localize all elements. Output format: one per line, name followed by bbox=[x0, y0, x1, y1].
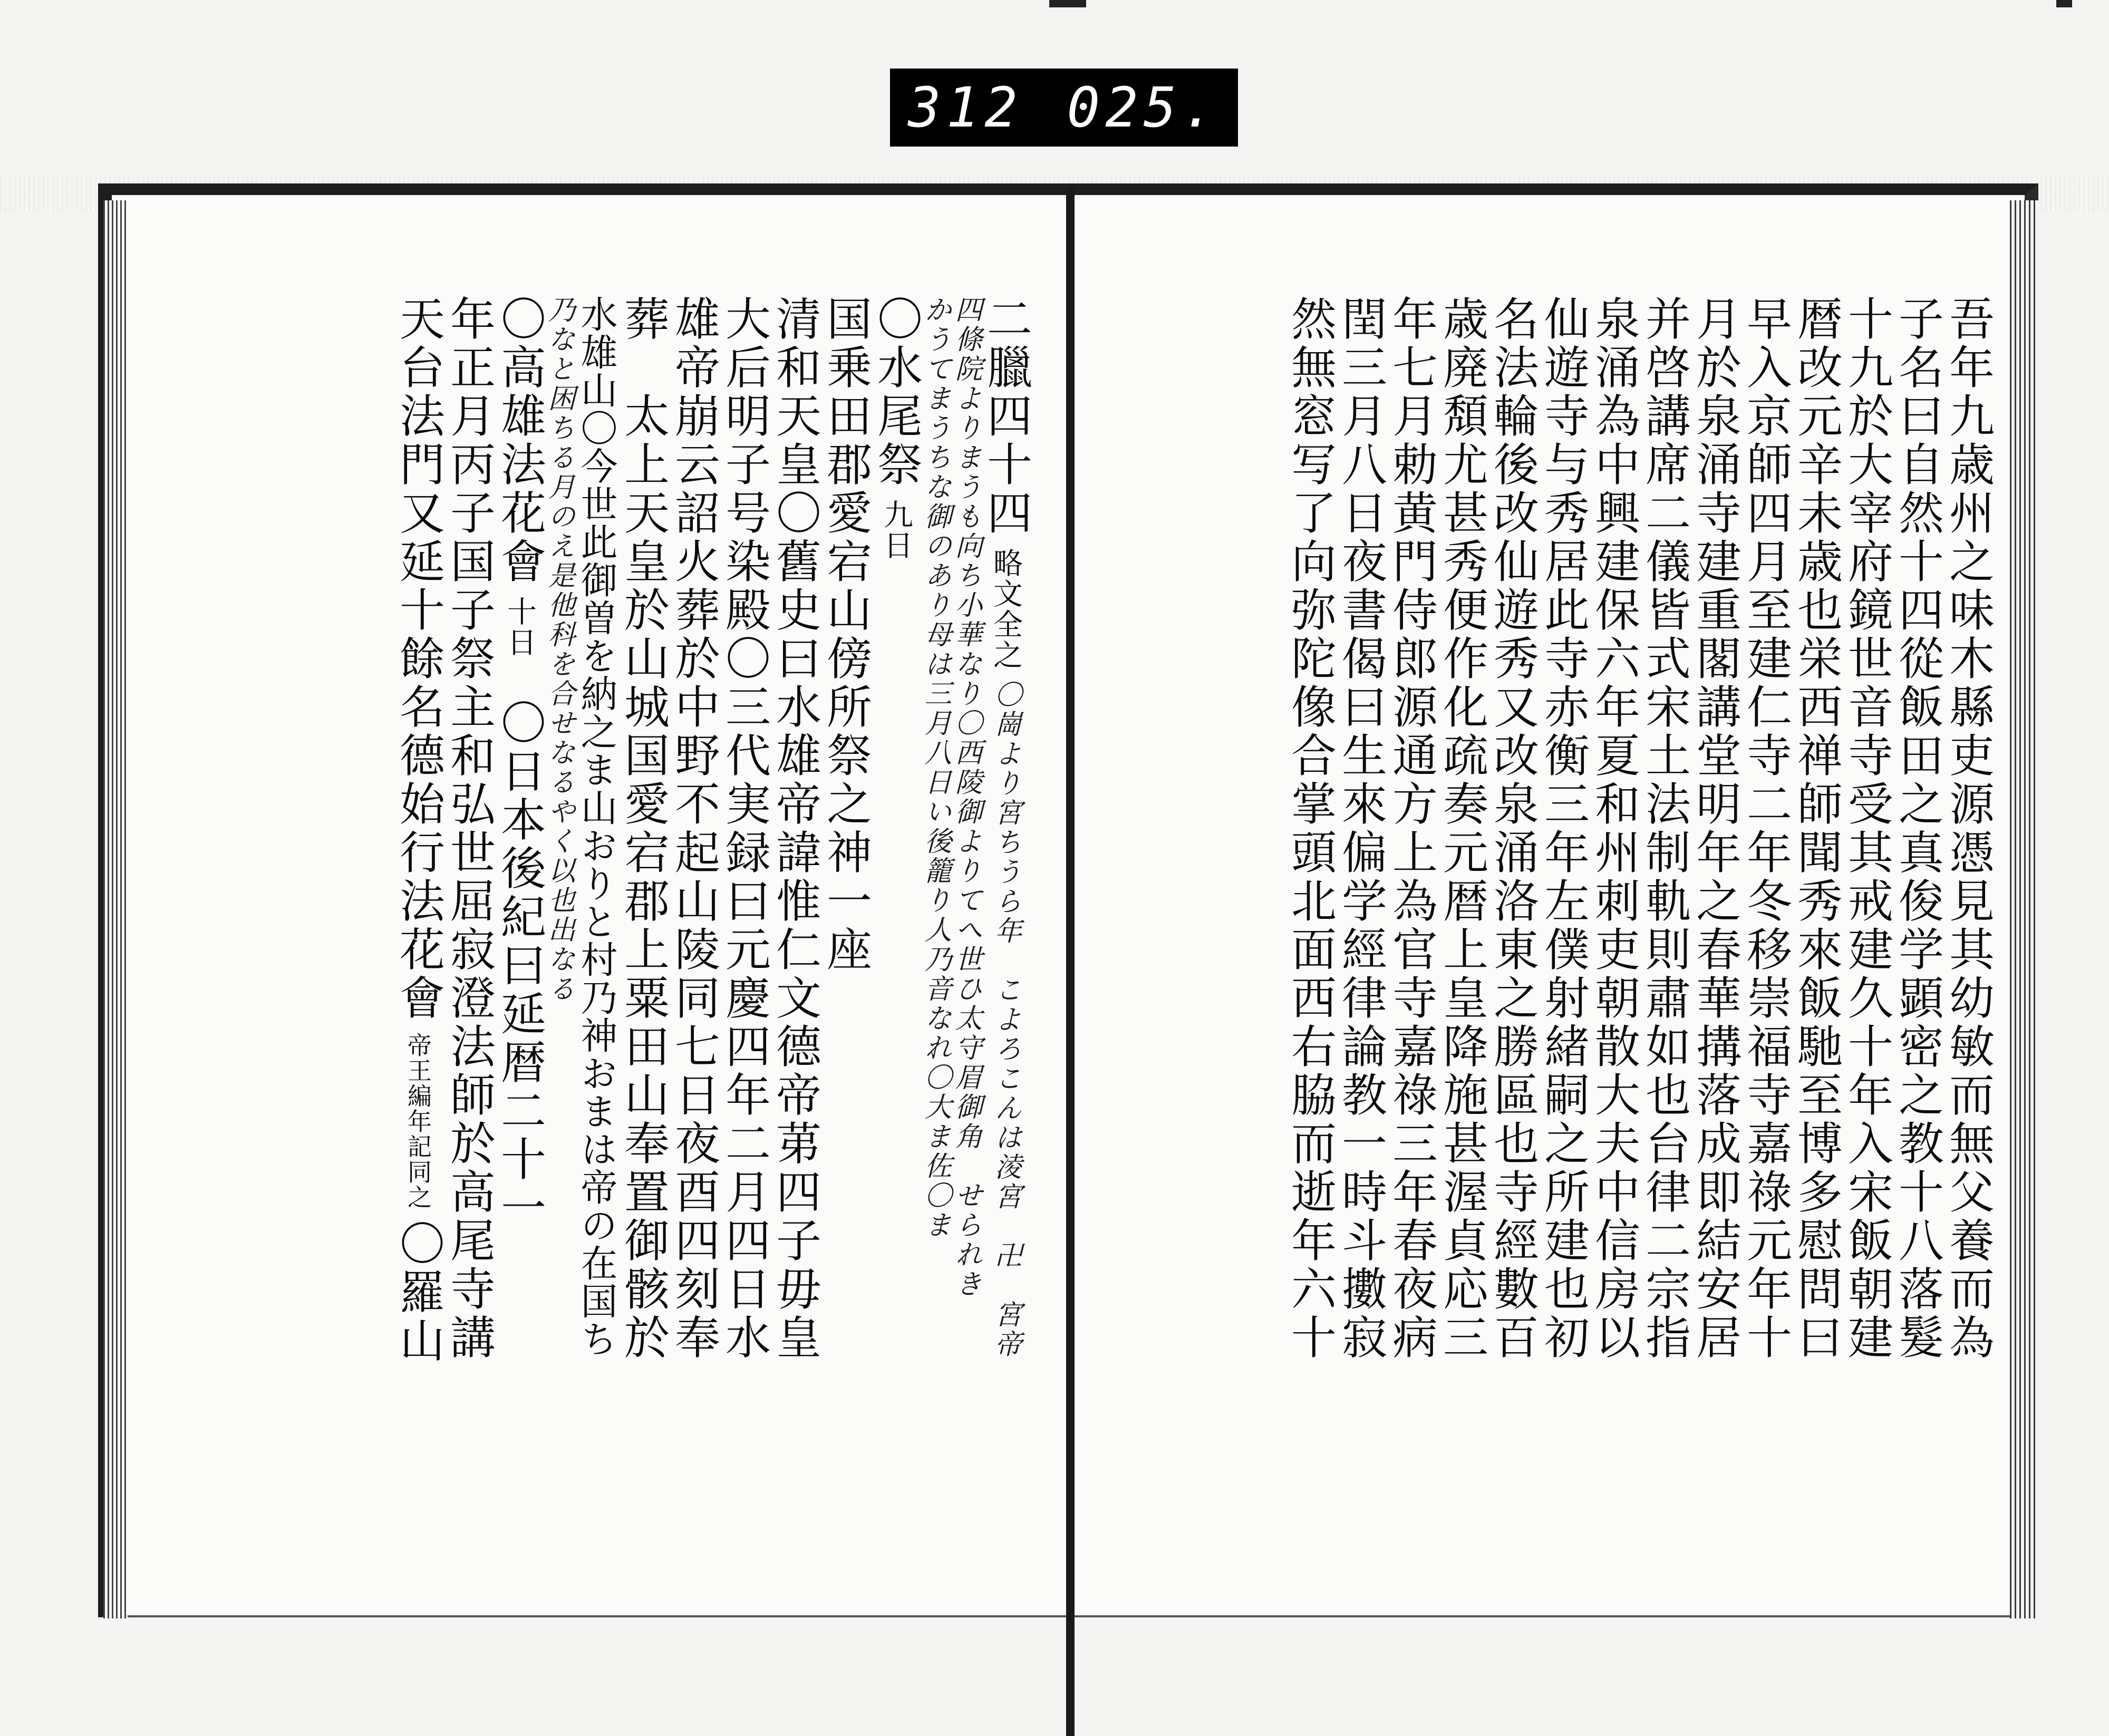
archive-number-right: 025. bbox=[1067, 75, 1220, 140]
heading-title: 〇高雄法花會 bbox=[493, 295, 546, 586]
text-run: 天台法門又延十餘名德始行法花會 bbox=[392, 295, 444, 1023]
text-column: 暦改元辛未歳也栄西禅師聞秀來飯馳至博多慰問曰 bbox=[1789, 295, 1842, 1362]
text-column: 然無窓写了向弥陀像合掌頭北面西右脇而逝年六十 bbox=[1283, 295, 1336, 1362]
right-page-edge bbox=[2010, 200, 2038, 1618]
text-column: 早入京師四月至建仁寺二年冬移崇福寺嘉祿元年十 bbox=[1739, 295, 1792, 1362]
heading-date: 十日 bbox=[502, 596, 537, 657]
text-column: 年正月丙子国子祭主和弘世屈寂澄法師於高尾寺講 bbox=[442, 295, 495, 1362]
text-column: 雄帝崩云詔火葬於中野不起山陵同七日夜酉四刻奉 bbox=[667, 295, 720, 1362]
left-page bbox=[132, 295, 1032, 1518]
text-column-with-note bbox=[392, 295, 444, 1518]
text-run: 〇羅山 bbox=[392, 1220, 444, 1365]
text-column: 子名曰自然十四從飯田之真俊学顕密之教十八落髮 bbox=[1891, 295, 1943, 1362]
heading-reference: 〇日本後紀曰延暦二十一 bbox=[493, 699, 546, 1233]
text-column: 月於泉涌寺建重閣講堂明年之春華搆落成即結安居 bbox=[1688, 295, 1741, 1362]
text-column: 閏三月八日夜書偈曰生來偏学經律論教一時斗擻寂 bbox=[1334, 295, 1387, 1362]
section-heading bbox=[493, 295, 546, 1518]
text-column: 葬 太上天皇於山城国愛宕郡上粟田山奉置御骸於 bbox=[616, 295, 669, 1362]
text-column: 清和天皇〇舊史曰水雄帝諱惟仁文德帝苐四子毋皇 bbox=[768, 295, 821, 1362]
text-column: 水雄山〇今世此御曽を納之ま山おりと村乃神おまは帝の在国ち bbox=[575, 295, 618, 1358]
text-column: 名法輪後改仙遊秀又改泉涌洛東之勝區也寺經數百 bbox=[1486, 295, 1539, 1362]
handwritten-column: 乃なと困ちる月のえ是他科を合せなるやく以也出なる bbox=[543, 295, 575, 1004]
text-column: 吾年九歳州之味木縣吏源憑見其幼敏而無父養而為 bbox=[1941, 295, 1994, 1362]
left-page-edge bbox=[103, 200, 128, 1618]
handwritten-column: かうてまうちな御のあり母は三月八日い後籠り人乃音なれ〇大ま佐〇ま bbox=[920, 295, 951, 1240]
text-column: 国乗田郡愛宕山傍所祭之神一座 bbox=[819, 295, 872, 974]
text-column-with-note bbox=[979, 295, 1032, 1518]
text-column: 并啓講席二儀皆式宋土法制軌則肅如也台律二宗指 bbox=[1638, 295, 1690, 1362]
heading-date: 九日 bbox=[879, 499, 913, 560]
text-column: 歳廃頽尤甚秀便作化疏奏元暦上皇降施甚渥貞応三 bbox=[1435, 295, 1488, 1362]
archive-number-label bbox=[890, 69, 1238, 147]
inline-note: 帝王編年記同之 bbox=[404, 1033, 432, 1210]
archive-number-left: 312 bbox=[908, 75, 1023, 140]
text-column: 大后明子号染殿〇三代実録曰元慶四年二月四日水 bbox=[718, 295, 770, 1362]
text-column: 年七月勅黄門侍郎源通方上為官寺嘉祿三年春夜病 bbox=[1385, 295, 1437, 1362]
text-column: 十九於大宰府鏡世音寺受其戒建久十年入宋飯朝建 bbox=[1840, 295, 1893, 1362]
handwritten-annotation: 〇崗より宮ちうら年 こよろこんは淩宮 卍 宮帝 bbox=[990, 680, 1021, 1359]
scan-edge-mark bbox=[2056, 0, 2072, 7]
text-column: 泉涌為中興建保六年夏和州刺吏朝散大夫中信房以 bbox=[1587, 295, 1640, 1362]
book-gutter bbox=[1066, 188, 1075, 1736]
text-run: 二臘四十四 bbox=[979, 295, 1032, 538]
scan-edge-mark bbox=[1049, 0, 1086, 7]
section-heading bbox=[869, 295, 922, 1518]
text-column: 仙遊寺与秀居此寺赤衡三年左僕射緒嗣之所建也初 bbox=[1536, 295, 1589, 1362]
handwritten-column: 四條院よりまうも向ち小華なり〇西陵御よりてへ世ひ太守眉御角 せられき bbox=[950, 295, 982, 1299]
heading-title: 〇水尾祭 bbox=[869, 295, 922, 489]
right-page bbox=[1099, 295, 1996, 1518]
inline-note: 略文全之 bbox=[989, 548, 1023, 670]
